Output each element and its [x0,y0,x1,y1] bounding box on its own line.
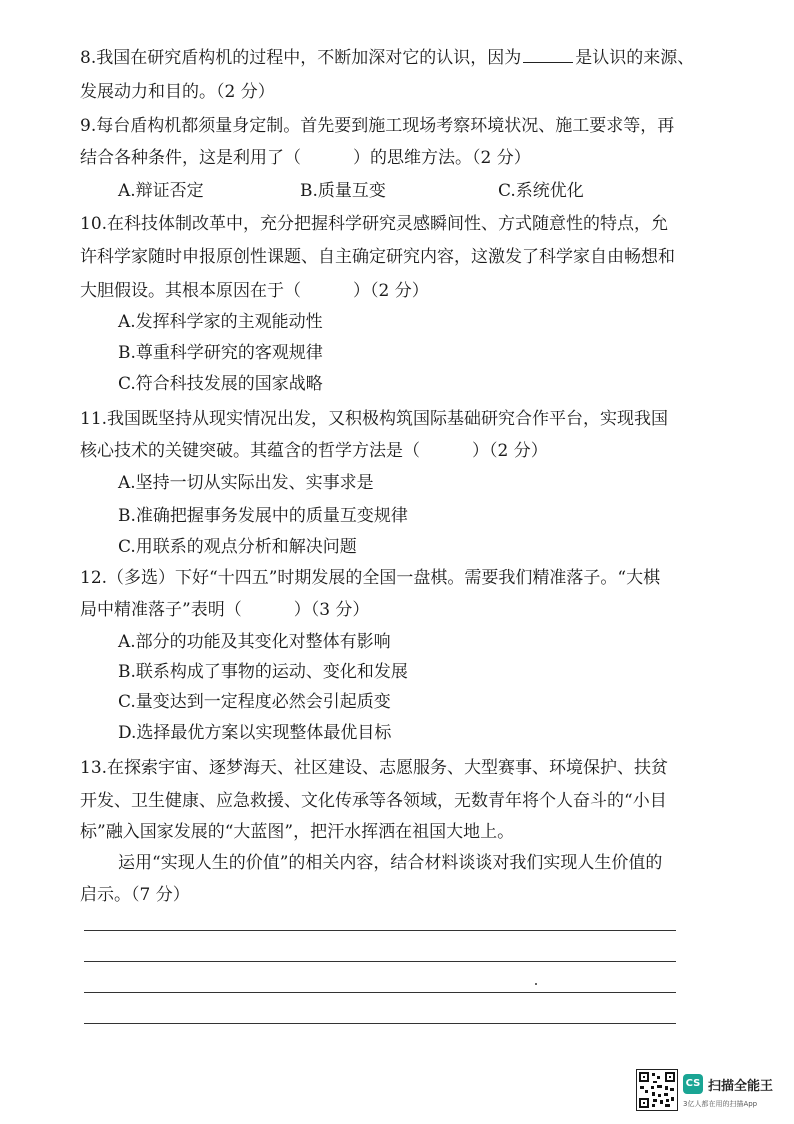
q10-line1: 10.在科技体制改革中，充分把握科学研究灵感瞬间性、方式随意性的特点，允 [80,214,669,234]
q10-option-c[interactable]: C.符合科技发展的国家战略 [118,374,323,394]
q12-option-d[interactable]: D.选择最优方案以实现整体最优目标 [118,723,392,743]
q13-line1: 13.在探索宇宙、逐梦海天、社区建设、志愿服务、大型赛事、环境保护、扶贫 [80,758,669,778]
q9-option-c[interactable]: C.系统优化 [498,181,584,201]
q8-line1: 8.我国在研究盾构机的过程中，不断加深对它的认识，因为 是认识的来源、 [80,48,695,68]
q11-option-a[interactable]: A.坚持一切从实际出发、实事求是 [118,473,374,493]
q9-line1: 9.每台盾构机都须量身定制。首先要到施工现场考察环境状况、施工要求等，再 [80,116,675,136]
q11-option-c[interactable]: C.用联系的观点分析和解决问题 [118,537,357,557]
q9-option-b[interactable]: B.质量互变 [300,181,386,201]
q12-option-b[interactable]: B.联系构成了事物的运动、变化和发展 [118,662,408,682]
brand-name: 扫描全能王 [708,1079,774,1094]
q10-option-a[interactable]: A.发挥科学家的主观能动性 [118,312,323,332]
brand-tagline: 3亿人都在用的扫描App [683,1100,758,1108]
q13-line4: 运用“实现人生的价值”的相关内容，结合材料谈谈对我们实现人生价值的 [118,853,663,873]
q11-line2: 核心技术的关键突破。其蕴含的哲学方法是（ ）（2 分） [80,441,548,461]
q9-line2: 结合各种条件，这是利用了（ ）的思维方法。（2 分） [80,148,531,168]
q13-line3: 标”融入国家发展的“大蓝图”，把汗水挥洒在祖国大地上。 [80,822,515,842]
q12-line2: 局中精准落子”表明（ ）（3 分） [80,600,370,620]
answer-line-1[interactable] [84,930,676,931]
camscanner-logo-icon: CS [683,1074,703,1094]
scan-speck [535,983,537,985]
answer-line-3[interactable] [84,992,676,993]
q10-line3: 大胆假设。其根本原因在于（ ）（2 分） [80,281,429,301]
q8-blank[interactable] [523,48,573,63]
q12-option-c[interactable]: C.量变达到一定程度必然会引起质变 [118,692,391,712]
qr-code-icon [636,1069,678,1111]
q11-line1: 11.我国既坚持从现实情况出发，又积极构筑国际基础研究合作平台，实现我国 [80,409,669,429]
answer-line-2[interactable] [84,961,676,962]
q13-line5: 启示。（7 分） [80,885,190,905]
q10-line2: 许科学家随时申报原创性课题、自主确定研究内容，这激发了科学家自由畅想和 [80,247,675,267]
q11-option-b[interactable]: B.准确把握事务发展中的质量互变规律 [118,506,408,526]
q12-option-a[interactable]: A.部分的功能及其变化对整体有影响 [118,632,391,652]
q12-line1: 12.（多选）下好“十四五”时期发展的全国一盘棋。需要我们精准落子。“大棋 [80,568,661,588]
q10-option-b[interactable]: B.尊重科学研究的客观规律 [118,343,323,363]
q9-option-a[interactable]: A.辩证否定 [118,181,204,201]
q8-line2: 发展动力和目的。（2 分） [80,82,275,102]
answer-line-4[interactable] [84,1023,676,1024]
q13-line2: 开发、卫生健康、应急救援、文化传承等各领域，无数青年将个人奋斗的“小目 [80,791,667,811]
